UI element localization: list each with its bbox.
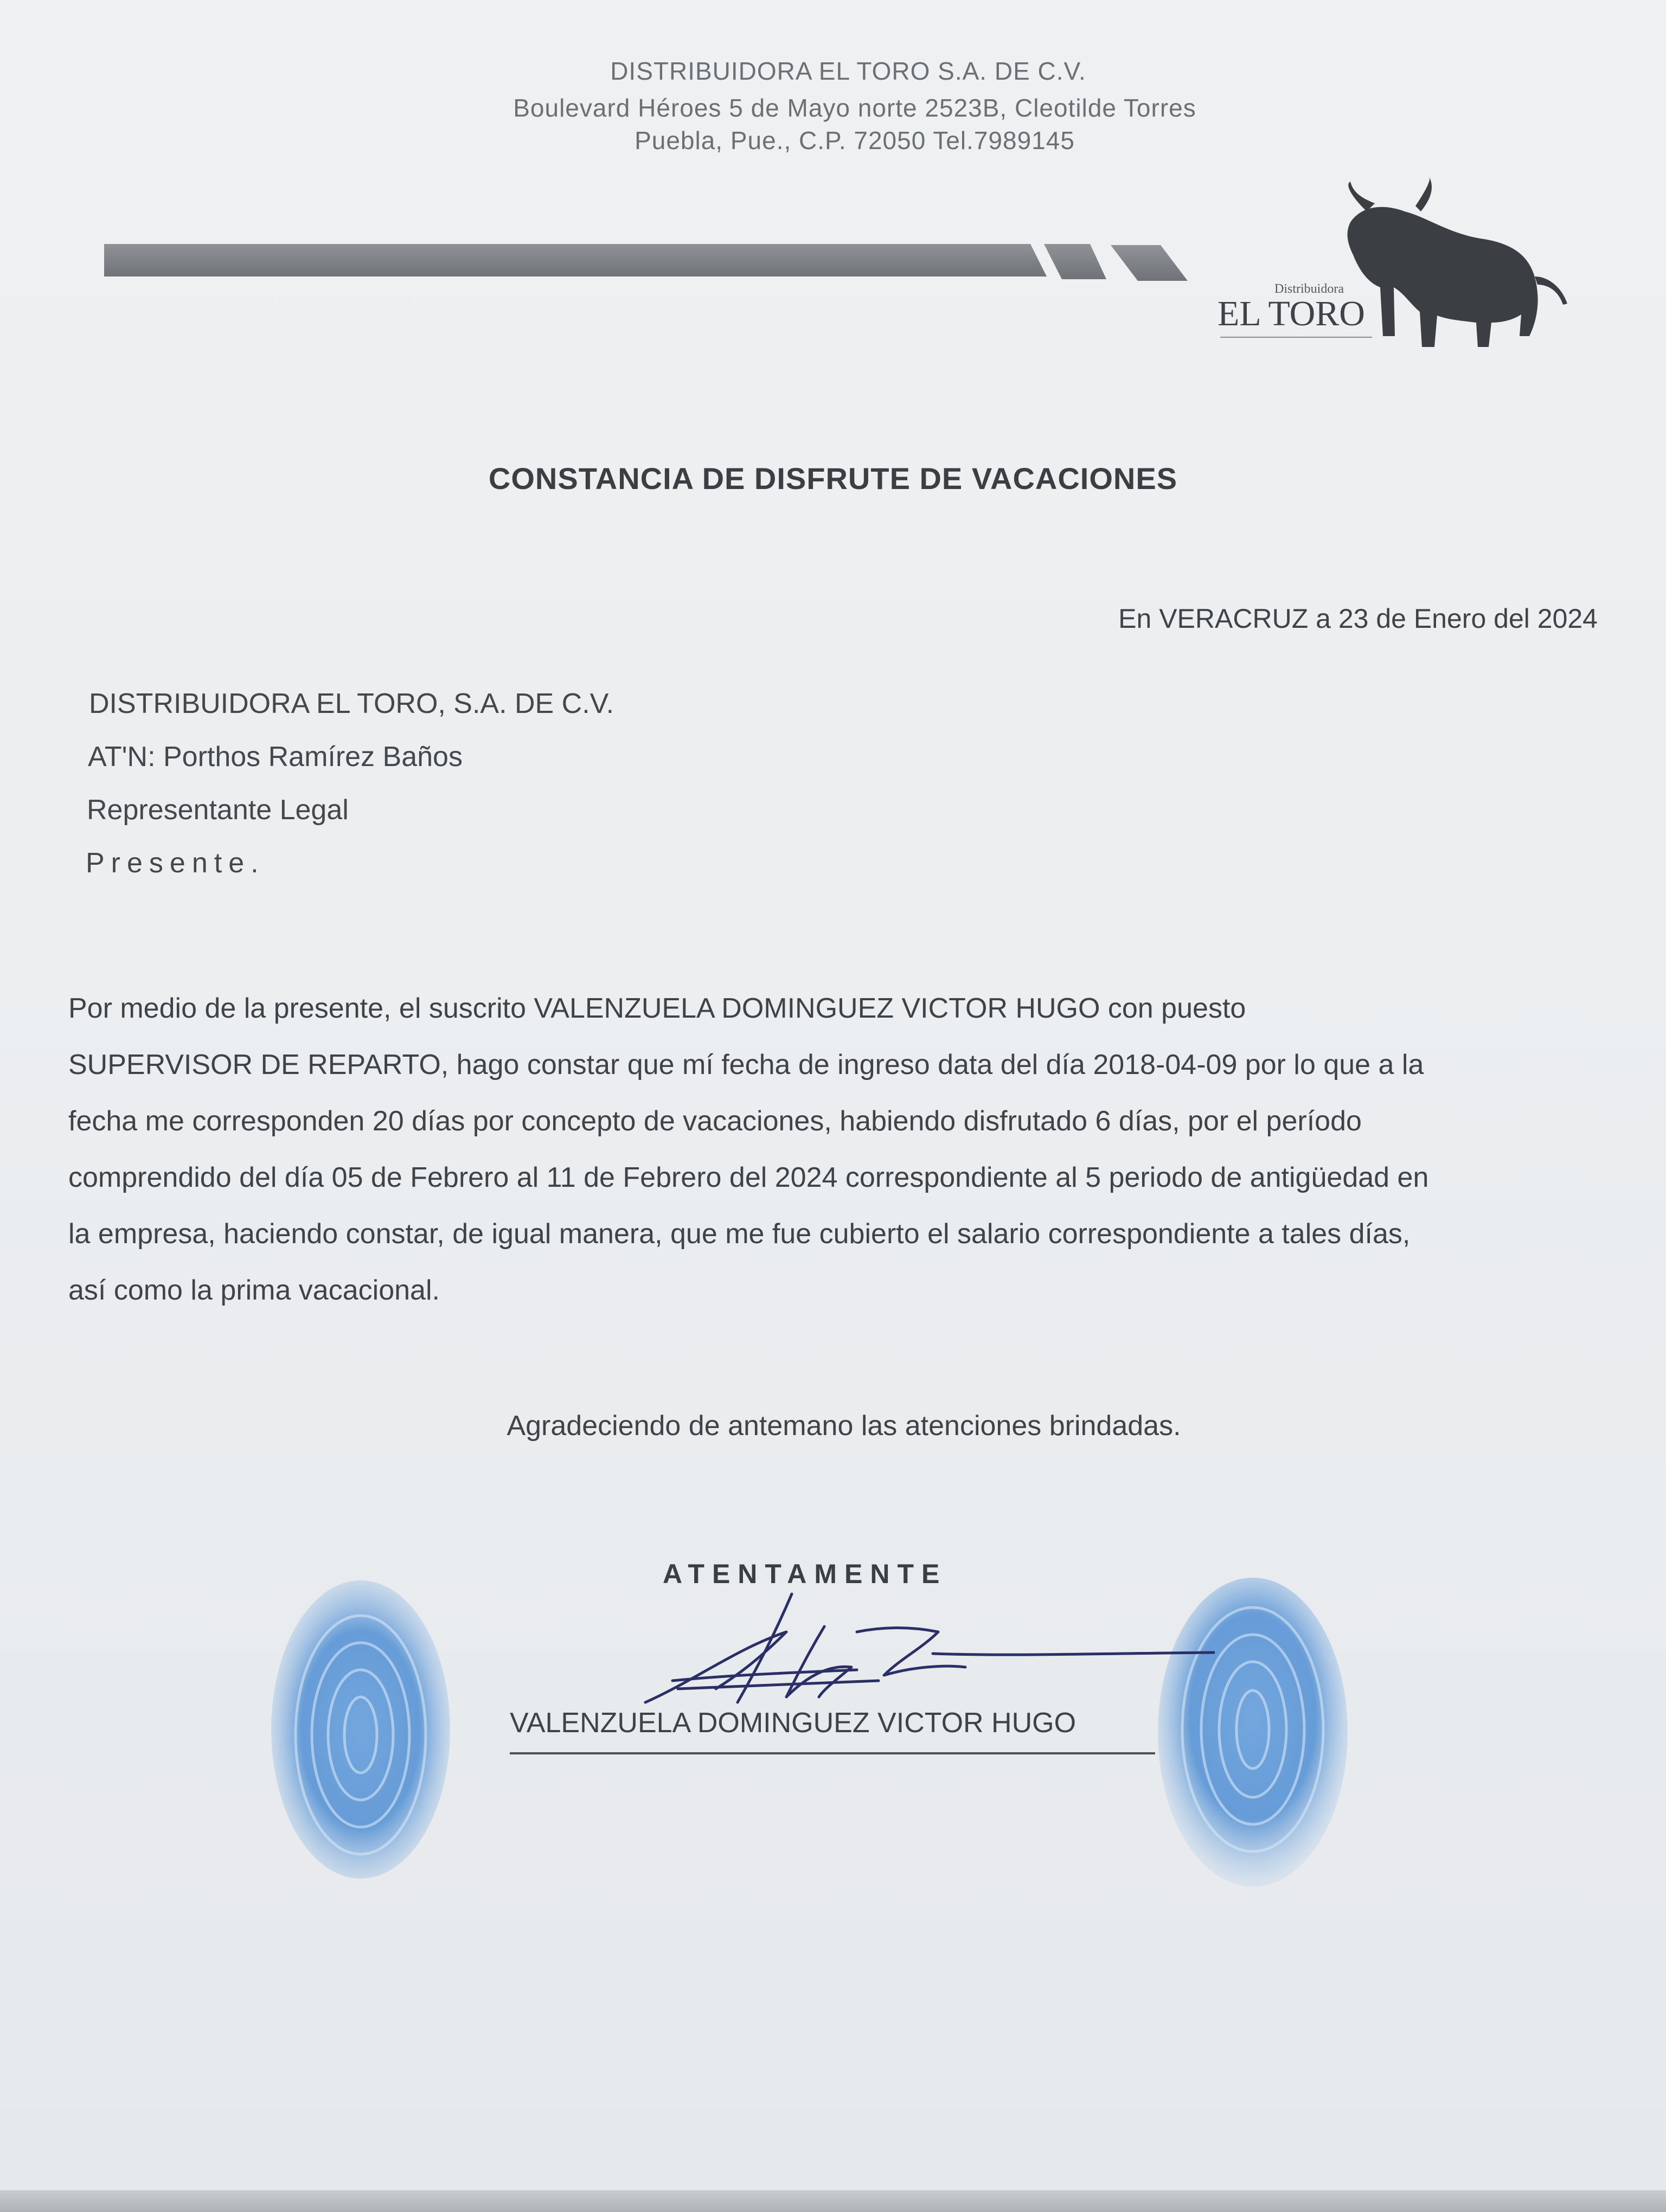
body-line: así como la prima vacacional. [68, 1275, 440, 1306]
addressee-role: Representante Legal [87, 794, 349, 826]
body-line: fecha me corresponden 20 días por concepto de vacaciones, habiendo disfrutado 6 días, por el período [68, 1105, 1362, 1137]
el-toro-logo [1188, 173, 1567, 363]
left-fingerprint [266, 1572, 456, 1887]
body-paragraph [68, 980, 1603, 1319]
logo-brand-text: EL TORO [1218, 294, 1365, 333]
body-line: Por medio de la presente, el suscrito VALENZUELA DOMINGUEZ VICTOR HUGO con puesto [68, 993, 1246, 1024]
header-address-line-1: Boulevard Héroes 5 de Mayo norte 2523B, Cleotilde Torres [513, 94, 1196, 122]
thanks-line: Agradeciendo de antemano las atenciones brindadas. [507, 1410, 1181, 1442]
closing-atentamente: ATENTAMENTE [663, 1559, 947, 1589]
logo-small-text: Distribuidora [1274, 282, 1344, 296]
header-decorative-band [0, 239, 1215, 287]
body-line: SUPERVISOR DE REPARTO, hago constar que mí fecha de ingreso data del día 2018-04-09 por lo que a la [68, 1049, 1424, 1081]
signature-line [510, 1752, 1155, 1754]
addressee-attention: AT'N: Porthos Ramírez Baños [88, 741, 463, 773]
body-line: comprendido del día 05 de Febrero al 11 de Febrero del 2024 correspondiente al 5 periodo de antigüedad en [68, 1162, 1429, 1193]
bull-icon [1348, 176, 1567, 347]
page-edge-shadow [0, 2190, 1666, 2212]
place-date: En VERACRUZ a 23 de Enero del 2024 [1118, 603, 1598, 634]
header-company-name: DISTRIBUIDORA EL TORO S.A. DE C.V. [610, 57, 1086, 85]
document-title: CONSTANCIA DE DISFRUTE DE VACACIONES [488, 461, 1178, 496]
header-address-line-2: Puebla, Pue., C.P. 72050 Tel.7989145 [635, 126, 1075, 155]
signer-name: VALENZUELA DOMINGUEZ VICTOR HUGO [510, 1707, 1077, 1739]
body-line: la empresa, haciendo constar, de igual manera, que me fue cubierto el salario correspondiente a tales días, [68, 1218, 1411, 1250]
addressee-company: DISTRIBUIDORA EL TORO, S.A. DE C.V. [89, 688, 614, 719]
addressee-present: Presente. [86, 847, 265, 879]
